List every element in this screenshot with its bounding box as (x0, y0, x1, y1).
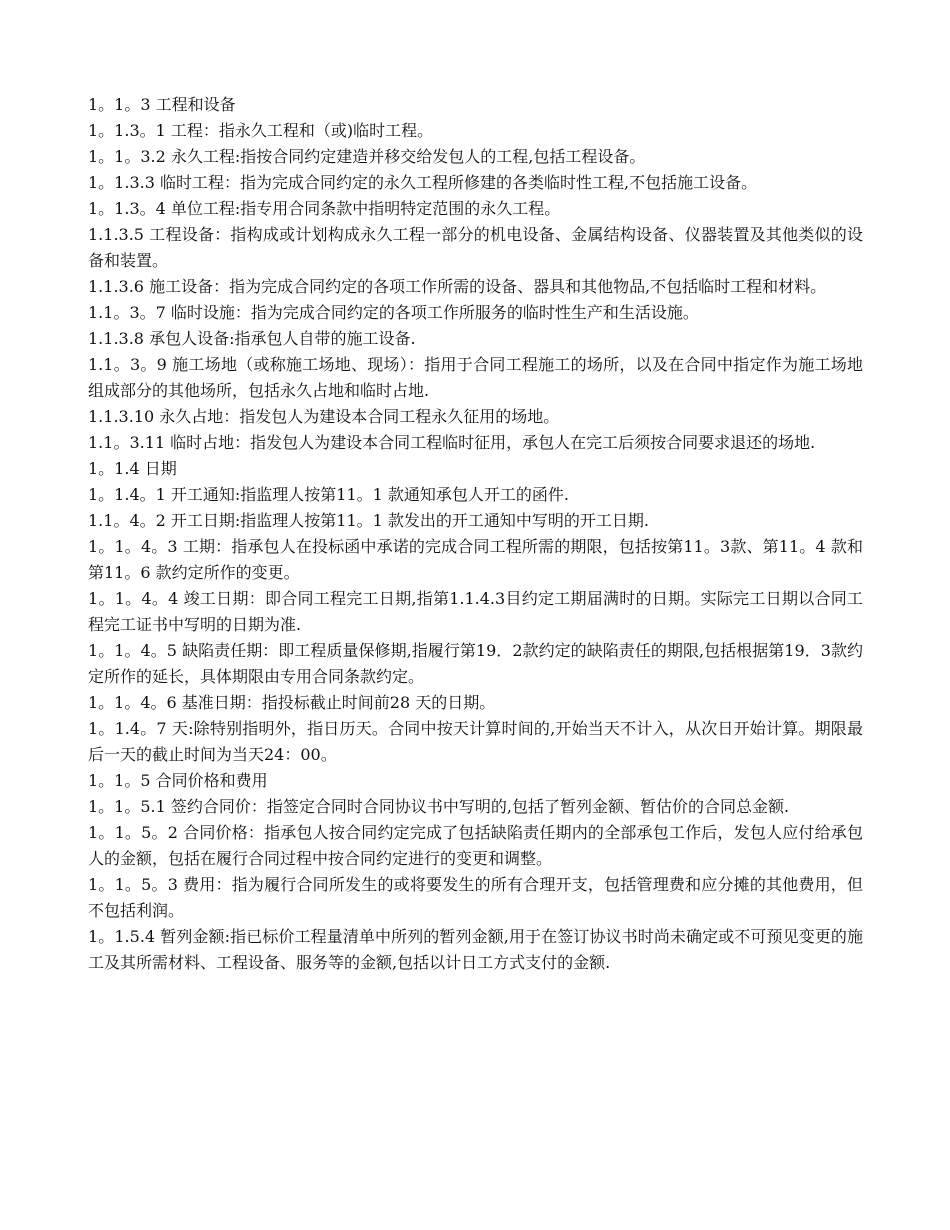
clause-heading: 1。1。3 工程和设备 (88, 95, 236, 114)
clause-paragraph: 1。1.4。1 开工通知:指监理人按第11。1 款通知承包人开工的函件. (88, 485, 569, 504)
clause-paragraph: 1。1.3.3 临时工程：指为完成合同约定的永久工程所修建的各类临时性工程,不包括施工设备。 (88, 173, 758, 192)
clause-paragraph: 1.1.3.8 承包人设备:指承包人自带的施工设备. (88, 329, 416, 348)
clause-paragraph: 1.1。4。2 开工日期:指监理人按第11。1 款发出的开工通知中写明的开工日期. (88, 511, 649, 530)
clause-paragraph: 1。1.4。7 天:除特别指明外，指日历天。合同中按天计算时间的,开始当天不计入，从次日开始计算。期限最后一天的截止时间为当天24：00。 (88, 719, 863, 764)
clause-paragraph: 1。1。4。3 工期：指承包人在投标函中承诺的完成合同工程所需的期限，包括按第11。3款、第11。4 款和第11。6 款约定所作的变更。 (88, 537, 863, 582)
clause-paragraph: 1。1.5.4 暂列金额:指已标价工程量清单中所列的暂列金额,用于在签订协议书时尚未确定或不可预见变更的施工及其所需材料、工程设备、服务等的金额,包括以计日工方式支付的金额. (88, 927, 863, 972)
clause-heading: 1。1.4 日期 (88, 459, 177, 478)
clause-paragraph: 1。1。4。5 缺陷责任期：即工程质量保修期,指履行第19．2款约定的缺陷责任的期限,包括根据第19．3款约定所作的延长，具体期限由专用合同条款约定。 (88, 641, 863, 686)
clause-paragraph: 1。1。3.2 永久工程:指按合同约定建造并移交给发包人的工程,包括工程设备。 (88, 147, 646, 166)
clause-paragraph: 1.1。3。9 施工场地（或称施工场地、现场）：指用于合同工程施工的场所，以及在合同中指定作为施工场地组成部分的其他场所，包括永久占地和临时占地. (88, 355, 863, 400)
clause-paragraph: 1。1。5.1 签约合同价：指签定合同时合同协议书中写明的,包括了暂列金额、暂估价的合同总金额. (88, 797, 790, 816)
clause-paragraph: 1.1。3。7 临时设施：指为完成合同约定的各项工作所服务的临时性生产和生活设施。 (88, 303, 699, 322)
clause-paragraph: 1。1。4。6 基准日期：指投标截止时间前28 天的日期。 (88, 693, 496, 712)
clause-paragraph: 1.1.3.6 施工设备：指为完成合同约定的各项工作所需的设备、器具和其他物品,不包括临时工程和材料。 (88, 277, 827, 296)
clause-paragraph: 1.1。3.11 临时占地：指发包人为建设本合同工程临时征用，承包人在完工后须按合同要求退还的场地. (88, 433, 816, 452)
clause-paragraph: 1。1。4。4 竣工日期：即合同工程完工日期,指第1.1.4.3目约定工期届满时的日期。实际完工日期以合同工程完工证书中写明的日期为准. (88, 589, 863, 634)
clause-heading: 1。1。5 合同价格和费用 (88, 771, 268, 790)
clause-paragraph: 1。1.3。4 单位工程:指专用合同条款中指明特定范围的永久工程。 (88, 199, 561, 218)
clause-paragraph: 1.1.3.5 工程设备：指构成或计划构成永久工程一部分的机电设备、金属结构设备、仪器装置及其他类似的设备和装置。 (88, 225, 863, 270)
clause-paragraph: 1.1.3.10 永久占地：指发包人为建设本合同工程永久征用的场地。 (88, 407, 560, 426)
document-body (88, 92, 863, 976)
clause-paragraph: 1。1。5。3 费用：指为履行合同所发生的或将要发生的所有合理开支，包括管理费和应分摊的其他费用，但不包括利润。 (88, 875, 863, 920)
clause-paragraph: 1。1.3。1 工程：指永久工程和（或)临时工程。 (88, 121, 434, 140)
clause-paragraph: 1。1。5。2 合同价格：指承包人按合同约定完成了包括缺陷责任期内的全部承包工作后，发包人应付给承包人的金额，包括在履行合同过程中按合同约定进行的变更和调整。 (88, 823, 863, 868)
